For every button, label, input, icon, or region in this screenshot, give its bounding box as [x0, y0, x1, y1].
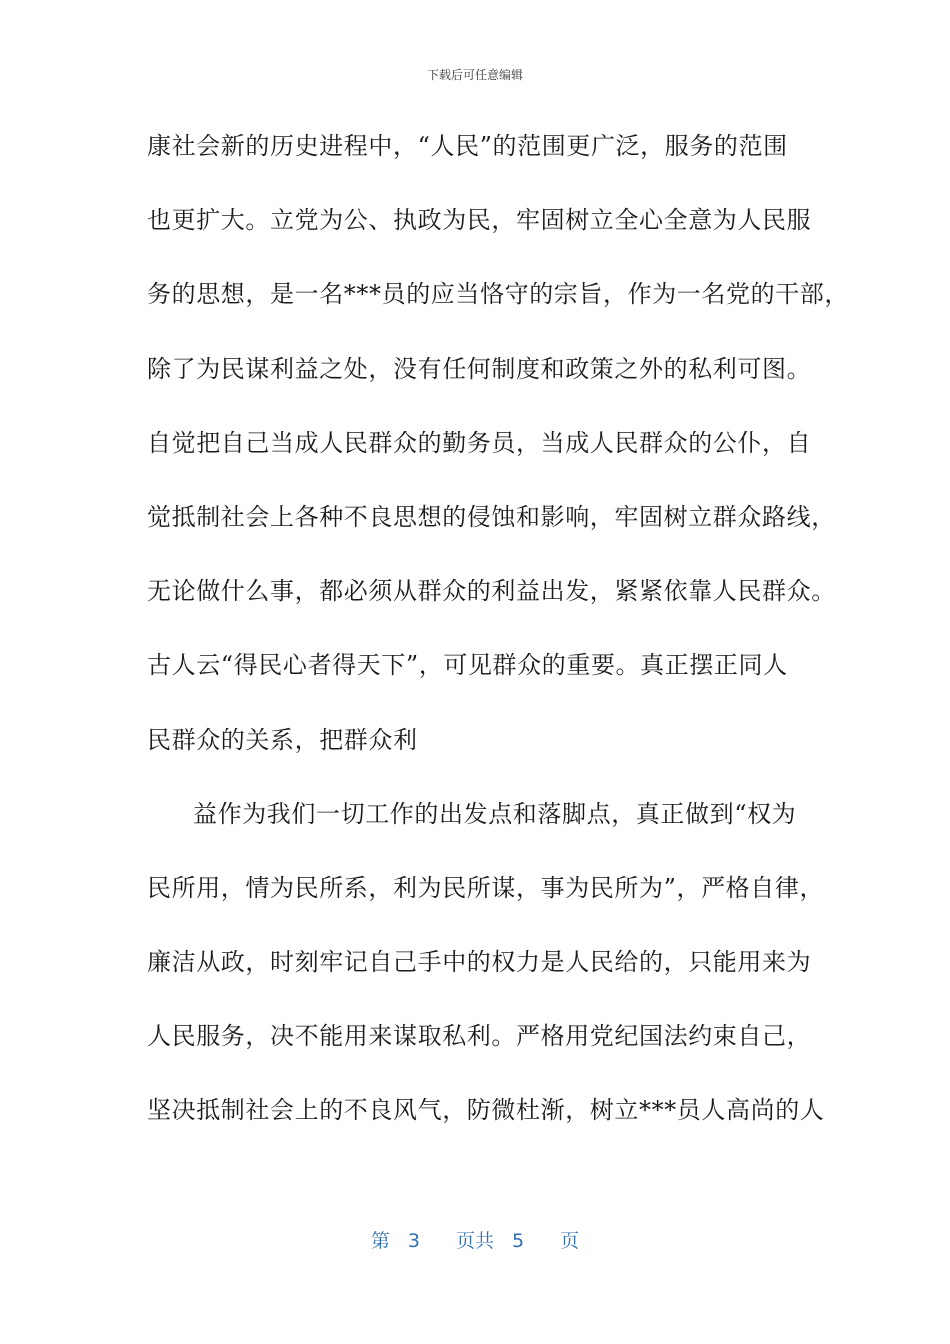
text-line-3: 务的思想，是一名***员的应当恪守的宗旨，作为一名党的干部， [147, 280, 849, 309]
footer-middle: 页共 [455, 1230, 494, 1252]
footer-prefix: 第 [370, 1230, 390, 1252]
text-line-14: 坚决抵制社会上的不良风气，防微杜渐，树立***员人高尚的人 [147, 1096, 825, 1125]
text-line-11: 民所用，情为民所系，利为民所谋，事为民所为”，严格自律， [147, 873, 825, 902]
text-line-13: 人民服务，决不能用来谋取私利。严格用党纪国法约束自己， [147, 1022, 812, 1051]
text-line-10: 益作为我们一切工作的出发点和落脚点，真正做到“权为 [193, 799, 797, 828]
text-line-8: 古人云“得民心者得天下”，可见群众的重要。真正摆正同人 [147, 651, 788, 680]
current-page-number: 3 [407, 1230, 420, 1252]
text-line-7: 无论做什么事，都必须从群众的利益出发，紧紧依靠人民群众。 [147, 577, 836, 606]
text-line-9: 民群众的关系，把群众利 [147, 725, 418, 754]
text-line-4: 除了为民谋利益之处，没有任何制度和政策之外的私利可图。 [147, 354, 812, 383]
header-note: 下载后可任意编辑 [426, 68, 523, 82]
total-pages-number: 5 [512, 1230, 525, 1252]
document-body [147, 124, 849, 1163]
text-line-5: 自觉把自己当成人民群众的勤务员，当成人民群众的公仆，自 [147, 428, 812, 457]
footer-suffix: 页 [560, 1230, 580, 1252]
text-line-2: 也更扩大。立党为公、执政为民，牢固树立全心全意为人民服 [147, 206, 812, 235]
page-footer [0, 1226, 950, 1253]
text-line-6: 觉抵制社会上各种不良思想的侵蚀和影响，牢固树立群众路线， [147, 502, 836, 531]
text-line-12: 廉洁从政，时刻牢记自己手中的权力是人民给的，只能用来为 [147, 948, 812, 977]
text-line-1: 康社会新的历史进程中，“人民”的范围更广泛，服务的范围 [147, 132, 788, 160]
